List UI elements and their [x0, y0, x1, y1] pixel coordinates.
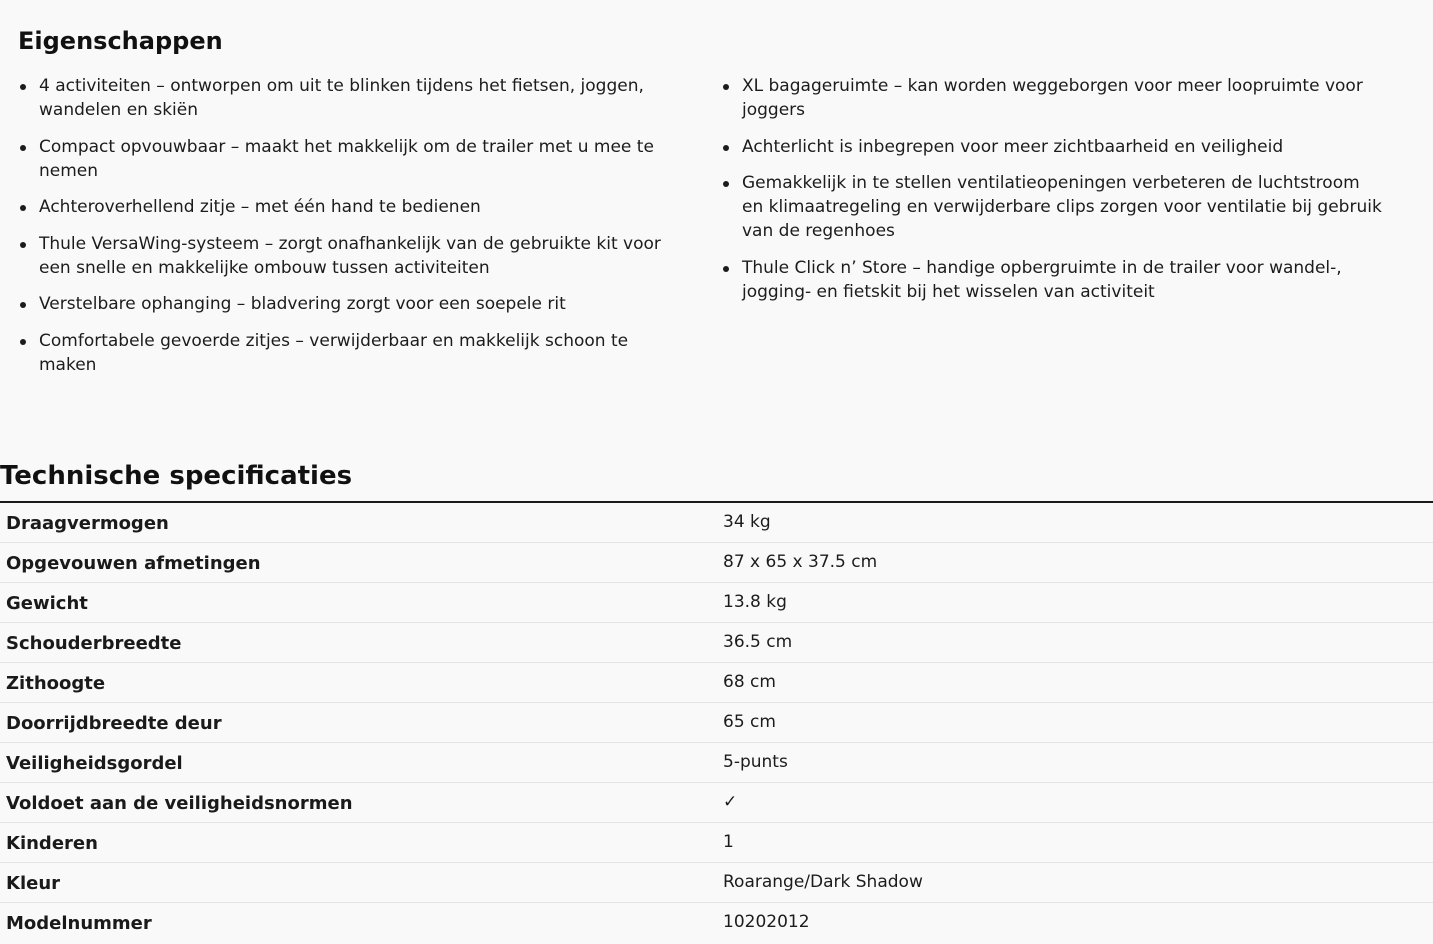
spec-row	[0, 543, 1433, 583]
specs-title: Technische specificaties	[0, 461, 353, 491]
specs-section	[0, 458, 1433, 934]
spec-label: Kleur	[6, 873, 61, 894]
features-list-left	[18, 74, 683, 389]
features-list-right	[721, 74, 1386, 316]
spec-row	[0, 903, 1433, 942]
spec-label: Modelnummer	[6, 913, 152, 934]
spec-value: 1	[723, 832, 734, 852]
spec-label: Voldoet aan de veiligheidsnormen	[6, 793, 353, 814]
spec-row	[0, 863, 1433, 903]
spec-label: Opgevouwen afmetingen	[6, 553, 261, 574]
spec-row	[0, 623, 1433, 663]
spec-label: Schouderbreedte	[6, 633, 182, 654]
spec-label: Kinderen	[6, 833, 98, 854]
spec-row	[0, 583, 1433, 623]
feature-item: Achterlicht is inbegrepen voor meer zichtbaarheid en veiligheid	[721, 135, 1386, 159]
feature-item: Thule Click n’ Store – handige opbergruimte in de trailer voor wandel-, jogging- en fietskit bij het wisselen van activiteit	[721, 256, 1386, 304]
spec-value: 65 cm	[723, 712, 776, 732]
spec-label: Veiligheidsgordel	[6, 753, 183, 774]
spec-row	[0, 703, 1433, 743]
spec-label: Draagvermogen	[6, 513, 169, 534]
specs-table	[0, 501, 1433, 942]
feature-item: Compact opvouwbaar – maakt het makkelijk om de trailer met u mee te nemen	[18, 135, 683, 183]
feature-item: Comfortabele gevoerde zitjes – verwijderbaar en makkelijk schoon te maken	[18, 329, 683, 377]
spec-value: 68 cm	[723, 672, 776, 692]
feature-item: 4 activiteiten – ontworpen om uit te blinken tijdens het fietsen, joggen, wandelen en skiën	[18, 74, 683, 122]
feature-item: Gemakkelijk in te stellen ventilatieopeningen verbeteren de luchtstroom en klimaatregeling en verwijderbare clips zorgen voor ventilatie bij gebruik van de regenhoes	[721, 171, 1386, 243]
feature-item: XL bagageruimte – kan worden weggeborgen voor meer loopruimte voor joggers	[721, 74, 1386, 122]
spec-row	[0, 663, 1433, 703]
feature-item: Verstelbare ophanging – bladvering zorgt voor een soepele rit	[18, 292, 683, 316]
features-section	[18, 24, 1418, 375]
spec-value: 87 x 65 x 37.5 cm	[723, 552, 878, 572]
spec-value: 36.5 cm	[723, 632, 793, 652]
spec-value: Roarange/Dark Shadow	[723, 872, 923, 892]
spec-row	[0, 743, 1433, 783]
feature-item: Achteroverhellend zitje – met één hand te bedienen	[18, 195, 683, 219]
spec-value: 10202012	[723, 912, 810, 932]
spec-row	[0, 823, 1433, 863]
spec-label: Doorrijdbreedte deur	[6, 713, 222, 734]
spec-label: Gewicht	[6, 593, 88, 614]
spec-value: 34 kg	[723, 512, 771, 532]
spec-value: 5-punts	[723, 752, 788, 772]
spec-label: Zithoogte	[6, 673, 106, 694]
check-icon: ✓	[723, 792, 738, 812]
spec-row	[0, 503, 1433, 543]
spec-row	[0, 783, 1433, 823]
spec-value: 13.8 kg	[723, 592, 787, 612]
features-title: Eigenschappen	[18, 27, 223, 55]
feature-item: Thule VersaWing-systeem – zorgt onafhankelijk van de gebruikte kit voor een snelle en makkelijke ombouw tussen activiteiten	[18, 232, 683, 280]
